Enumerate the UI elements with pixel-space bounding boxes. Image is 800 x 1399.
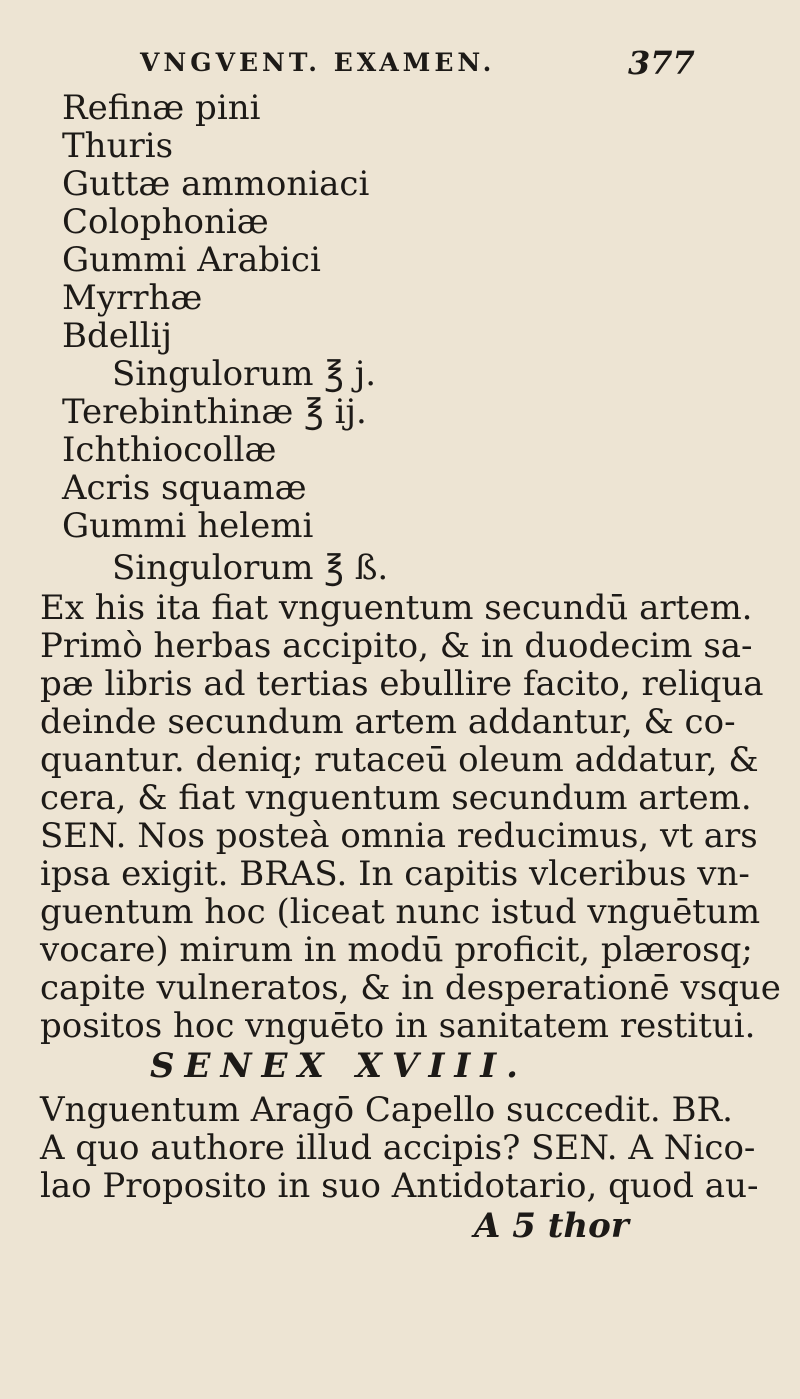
recipe-ingredient: Myrrhæ [62, 278, 203, 318]
text-line: guentum hoc (liceat nunc istud vnguētum [40, 892, 761, 932]
text-line: cera, & fiat vnguentum secundum artem. [40, 778, 752, 818]
recipe-ingredient: Gummi helemi [62, 506, 314, 546]
recipe-ingredient: Gummi Arabici [62, 240, 321, 280]
recipe-ingredient: Terebinthinæ ℥ ij. [62, 392, 367, 432]
recipe-ingredient: Guttæ ammoniaci [62, 164, 370, 204]
signature-and-catchword: A 5 thor [474, 1206, 629, 1246]
page-header [0, 40, 800, 84]
text-line: ipsa exigit. BRAS. In capitis vlceribus vn- [40, 854, 750, 894]
text-line: pæ libris ad tertias ebullire facito, reliqua [40, 664, 764, 704]
page-number: 377 [628, 44, 695, 82]
recipe-ingredient: Thuris [62, 126, 174, 166]
text-line: Vnguentum Aragō Capello succedit. BR. [40, 1090, 733, 1130]
recipe-dose: Singulorum ℥ ß. [112, 548, 389, 588]
text-line: deinde secundum artem addantur, & co- [40, 702, 736, 742]
text-line: lao Proposito in suo Antidotario, quod au- [40, 1166, 759, 1206]
text-line: positos hoc vnguēto in sanitatem restitui. [40, 1006, 756, 1046]
recipe-dose: Singulorum ℥ j. [112, 354, 377, 394]
text-line: A quo authore illud accipis? SEN. A Nico- [40, 1128, 756, 1168]
running-head: VNGVENT. EXAMEN. [140, 48, 496, 77]
recipe-ingredient: Acris squamæ [62, 468, 307, 508]
text-line: vocare) mirum in modū proficit, plærosq; [40, 930, 753, 970]
recipe-ingredient: Ichthiocollæ [62, 430, 277, 470]
section-heading: SENEX XVIII. [150, 1046, 528, 1086]
text-line: quantur. deniq; rutaceū oleum addatur, & [40, 740, 759, 780]
recipe-ingredient: Colophoniæ [62, 202, 269, 242]
text-line: Ex his ita fiat vnguentum secundū artem. [40, 588, 753, 628]
recipe-ingredient: Refinæ pini [62, 88, 261, 128]
recipe-ingredient: Bdellij [62, 316, 173, 356]
text-line: capite vulneratos, & in desperationē vsque [40, 968, 781, 1008]
text-line: Primò herbas accipito, & in duodecim sa- [40, 626, 753, 666]
text-line: SEN. Nos posteà omnia reducimus, vt ars [40, 816, 758, 856]
